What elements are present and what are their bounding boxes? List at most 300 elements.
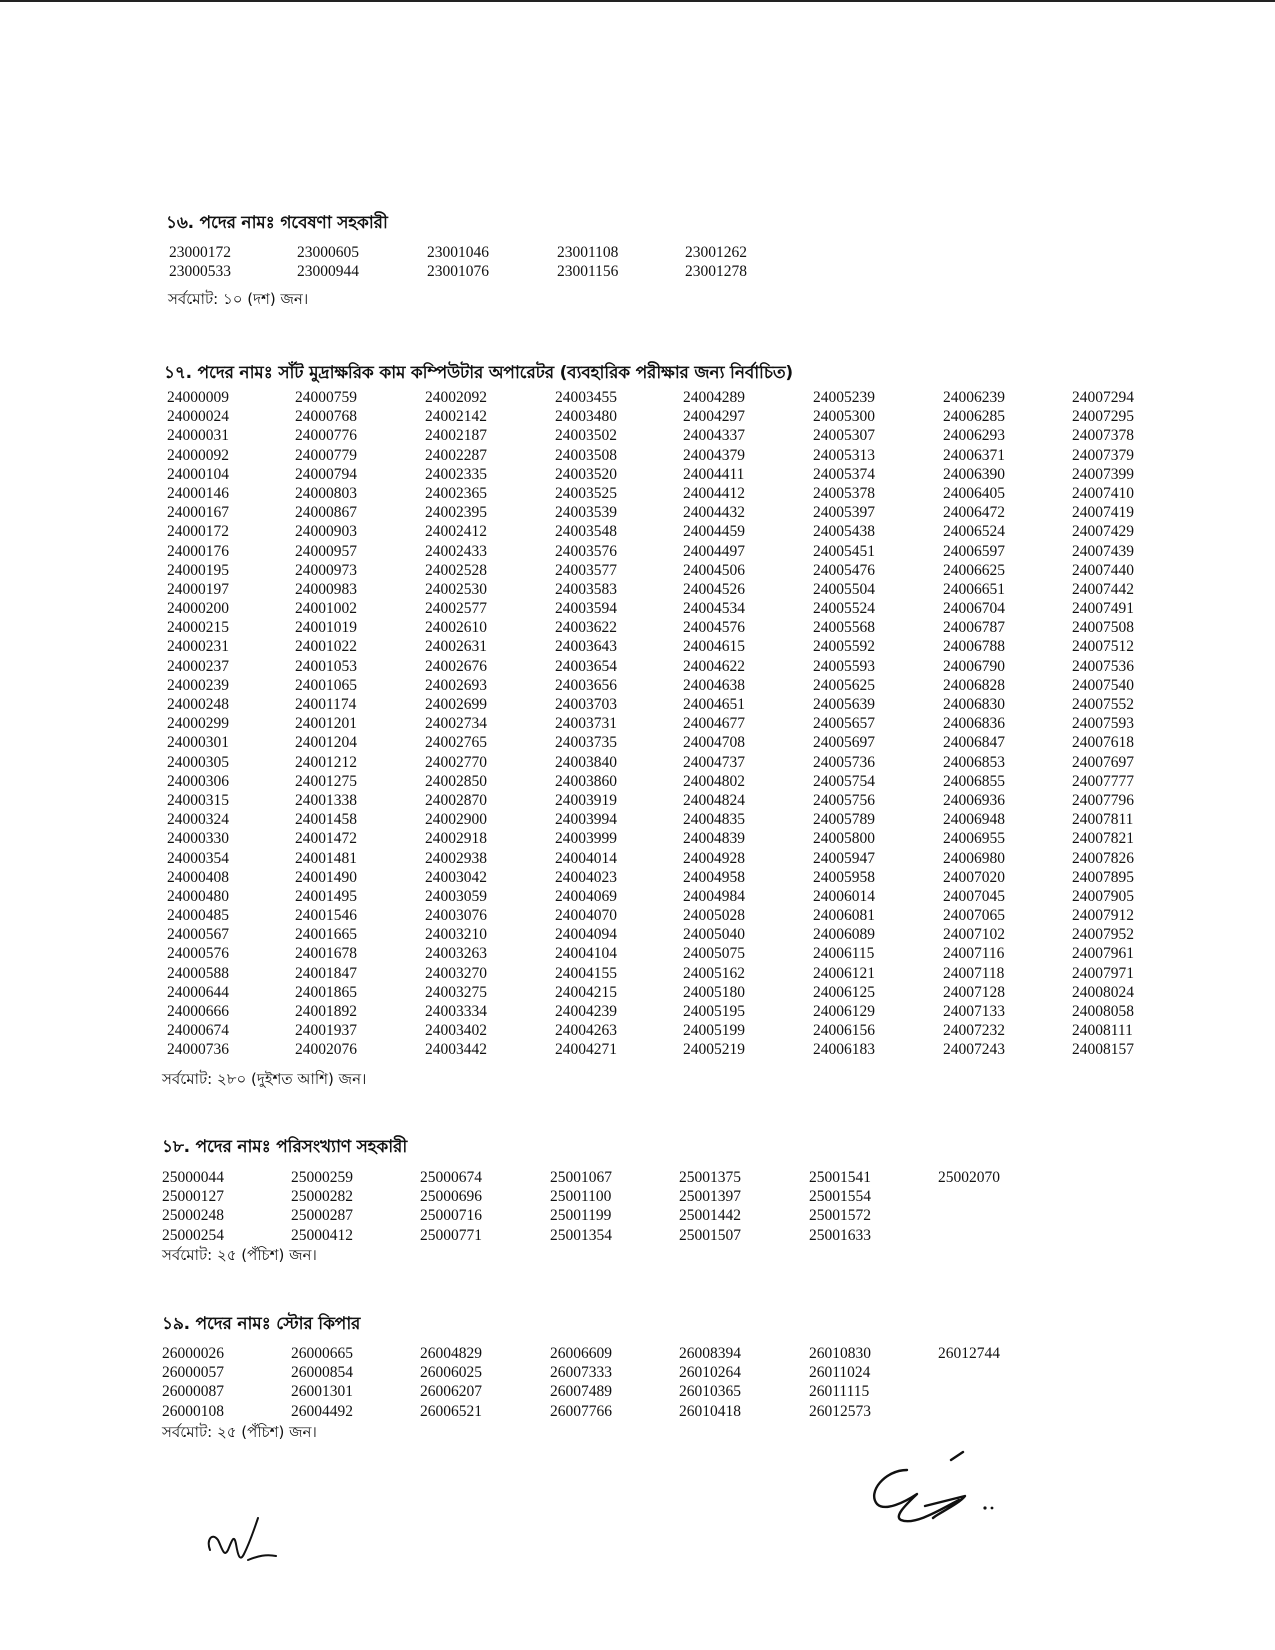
roll-number: 24007378 xyxy=(1072,427,1134,445)
roll-number: 26000665 xyxy=(291,1345,353,1362)
roll-number: 24000354 xyxy=(167,849,229,867)
roll-number: 24002287 xyxy=(425,446,487,464)
roll-number: 24003594 xyxy=(555,600,617,618)
roll-number: 24006948 xyxy=(943,811,1005,829)
roll-number: 24007512 xyxy=(1072,638,1134,656)
roll-number: 24004069 xyxy=(555,887,617,905)
roll-number: 24005736 xyxy=(813,753,875,771)
roll-number: 24004014 xyxy=(555,849,617,867)
roll-number: 24002577 xyxy=(425,600,487,618)
roll-number: 24005075 xyxy=(683,945,745,963)
roll-number: 24005524 xyxy=(813,600,875,618)
roll-number: 24004094 xyxy=(555,926,617,944)
roll-number: 24003703 xyxy=(555,696,617,713)
roll-number: 24004215 xyxy=(555,983,617,1001)
roll-number: 24008058 xyxy=(1072,1003,1134,1020)
roll-number: 24007971 xyxy=(1072,964,1134,982)
roll-number: 24001892 xyxy=(295,1003,357,1020)
roll-number: 24007777 xyxy=(1072,772,1134,790)
roll-number: 24004835 xyxy=(683,811,745,829)
roll-number: 24002676 xyxy=(425,657,487,675)
roll-number: 24006836 xyxy=(943,715,1005,733)
roll-number: 24004526 xyxy=(683,580,745,598)
roll-number: 24006183 xyxy=(813,1041,875,1059)
roll-number: 24003643 xyxy=(555,638,617,656)
roll-number: 26006521 xyxy=(420,1402,482,1420)
scan-top-edge xyxy=(0,0,1275,2)
roll-column xyxy=(550,1344,612,1421)
roll-number: 24003735 xyxy=(555,734,617,752)
roll-number: 24005451 xyxy=(813,542,875,560)
roll-number: 24006787 xyxy=(943,619,1005,637)
roll-column xyxy=(1072,388,1134,1060)
roll-number: 24001065 xyxy=(295,676,357,694)
roll-number: 24002142 xyxy=(425,408,487,426)
roll-number: 24000576 xyxy=(167,945,229,963)
roll-number: 24005239 xyxy=(813,389,875,406)
roll-number: 24007961 xyxy=(1072,945,1134,963)
roll-number: 24000903 xyxy=(295,523,357,541)
roll-column xyxy=(427,243,489,281)
roll-number: 24007133 xyxy=(943,1003,1005,1020)
roll-number: 24004239 xyxy=(555,1003,617,1020)
roll-number: 24005592 xyxy=(813,638,875,656)
roll-number: 24007419 xyxy=(1072,504,1134,522)
roll-number: 24007540 xyxy=(1072,676,1134,694)
roll-number: 26004829 xyxy=(420,1345,482,1362)
roll-column xyxy=(555,388,617,1060)
roll-number: 24006980 xyxy=(943,849,1005,867)
signature-initials-left xyxy=(200,1510,290,1570)
roll-number: 25000287 xyxy=(291,1207,353,1225)
roll-number: 24002699 xyxy=(425,696,487,713)
roll-number: 24000092 xyxy=(167,446,229,464)
roll-number: 24006115 xyxy=(813,945,875,963)
roll-number: 24007796 xyxy=(1072,791,1134,809)
roll-number: 24001053 xyxy=(295,657,357,675)
roll-number: 26011024 xyxy=(809,1364,871,1382)
roll-column xyxy=(809,1344,871,1421)
section-total: সর্বমোট: ২৫ (পঁচিশ) জন। xyxy=(162,1246,317,1264)
roll-number: 24000674 xyxy=(167,1022,229,1040)
roll-number: 24002365 xyxy=(425,484,487,502)
roll-number: 24000024 xyxy=(167,408,229,426)
roll-number: 24007442 xyxy=(1072,580,1134,598)
roll-number: 24000104 xyxy=(167,465,229,483)
roll-number: 24004958 xyxy=(683,868,745,886)
roll-number: 24007399 xyxy=(1072,465,1134,483)
roll-number: 24000009 xyxy=(167,389,229,406)
roll-number: 25000674 xyxy=(420,1169,482,1186)
roll-number: 24000736 xyxy=(167,1041,229,1059)
roll-number: 24001847 xyxy=(295,964,357,982)
roll-column xyxy=(162,1168,224,1245)
roll-number: 24000200 xyxy=(167,600,229,618)
roll-number: 24002693 xyxy=(425,676,487,694)
roll-number: 23000944 xyxy=(297,263,359,281)
roll-number: 24001472 xyxy=(295,830,357,848)
roll-number: 24006524 xyxy=(943,523,1005,541)
roll-number: 24006704 xyxy=(943,600,1005,618)
roll-column xyxy=(557,243,618,281)
roll-number: 24007508 xyxy=(1072,619,1134,637)
roll-number: 24004271 xyxy=(555,1041,617,1059)
roll-number: 24005397 xyxy=(813,504,875,522)
roll-column xyxy=(291,1168,353,1245)
roll-column xyxy=(420,1168,482,1245)
roll-number: 24002335 xyxy=(425,465,487,483)
roll-number: 25000696 xyxy=(420,1188,482,1206)
roll-number: 24006293 xyxy=(943,427,1005,445)
roll-number: 24005378 xyxy=(813,484,875,502)
roll-number: 24007118 xyxy=(943,964,1005,982)
roll-number: 24007294 xyxy=(1072,389,1134,406)
roll-number: 24001201 xyxy=(295,715,357,733)
roll-number: 24002850 xyxy=(425,772,487,790)
roll-number: 24003548 xyxy=(555,523,617,541)
roll-number: 26004492 xyxy=(291,1402,353,1420)
roll-number: 25000282 xyxy=(291,1188,353,1206)
roll-number: 23000172 xyxy=(169,244,231,261)
roll-number: 24003577 xyxy=(555,561,617,579)
section-total: সর্বমোট: ২৫ (পঁচিশ) জন। xyxy=(162,1423,317,1441)
roll-number: 24007952 xyxy=(1072,926,1134,944)
roll-number: 24005180 xyxy=(683,983,745,1001)
roll-number: 24004412 xyxy=(683,484,745,502)
roll-number: 23001076 xyxy=(427,263,489,281)
roll-number: 24001458 xyxy=(295,811,357,829)
roll-number: 26006609 xyxy=(550,1345,612,1362)
roll-number: 24000794 xyxy=(295,465,357,483)
roll-number: 24006855 xyxy=(943,772,1005,790)
roll-number: 25001375 xyxy=(679,1169,741,1186)
roll-number: 24000215 xyxy=(167,619,229,637)
roll-number: 24000768 xyxy=(295,408,357,426)
roll-number: 24000644 xyxy=(167,983,229,1001)
roll-number: 24004337 xyxy=(683,427,745,445)
roll-number: 24000237 xyxy=(167,657,229,675)
roll-number: 24004622 xyxy=(683,657,745,675)
roll-number: 24005756 xyxy=(813,791,875,809)
roll-column xyxy=(169,243,231,281)
roll-number: 24001865 xyxy=(295,983,357,1001)
roll-number: 26000057 xyxy=(162,1364,224,1382)
roll-number: 24004497 xyxy=(683,542,745,560)
roll-number: 24003520 xyxy=(555,465,617,483)
roll-number: 24001212 xyxy=(295,753,357,771)
roll-number: 24007020 xyxy=(943,868,1005,886)
roll-number: 24002076 xyxy=(295,1041,357,1059)
roll-column xyxy=(291,1344,353,1421)
roll-number: 24005300 xyxy=(813,408,875,426)
roll-number: 24002395 xyxy=(425,504,487,522)
roll-number: 24002765 xyxy=(425,734,487,752)
roll-number: 26011115 xyxy=(809,1383,870,1401)
roll-number: 24003480 xyxy=(555,408,617,426)
roll-number: 24001481 xyxy=(295,849,357,867)
roll-number: 24005947 xyxy=(813,849,875,867)
roll-number: 24003334 xyxy=(425,1003,487,1020)
roll-number: 24006597 xyxy=(943,542,1005,560)
roll-number: 24007440 xyxy=(1072,561,1134,579)
roll-number: 24001495 xyxy=(295,887,357,905)
roll-number: 23001156 xyxy=(557,263,619,281)
roll-number: 24007102 xyxy=(943,926,1005,944)
roll-number: 26006025 xyxy=(420,1364,482,1382)
roll-number: 24003576 xyxy=(555,542,617,560)
roll-number: 24004506 xyxy=(683,561,745,579)
roll-number: 24004839 xyxy=(683,830,745,848)
roll-number: 24003583 xyxy=(555,580,617,598)
roll-number: 24006390 xyxy=(943,465,1005,483)
roll-number: 25000771 xyxy=(420,1226,482,1244)
roll-number: 24005639 xyxy=(813,696,875,713)
roll-number: 24003860 xyxy=(555,772,617,790)
roll-number: 24002530 xyxy=(425,580,487,598)
roll-number: 24005438 xyxy=(813,523,875,541)
roll-column xyxy=(420,1344,482,1421)
roll-column xyxy=(938,1168,1000,1187)
roll-number: 24002631 xyxy=(425,638,487,656)
roll-number: 24000567 xyxy=(167,926,229,944)
roll-number: 24005374 xyxy=(813,465,875,483)
roll-number: 24003539 xyxy=(555,504,617,522)
roll-number: 24001937 xyxy=(295,1022,357,1040)
roll-number: 24000485 xyxy=(167,907,229,925)
section-total: সর্বমোট: ১০ (দশ) জন। xyxy=(168,290,309,308)
roll-number: 24000408 xyxy=(167,868,229,886)
roll-number: 25001633 xyxy=(809,1226,871,1244)
roll-number: 26008394 xyxy=(679,1345,741,1362)
roll-number: 24004615 xyxy=(683,638,745,656)
roll-number: 24000305 xyxy=(167,753,229,771)
roll-number: 24007811 xyxy=(1072,811,1134,829)
roll-number: 24007116 xyxy=(943,945,1005,963)
roll-number: 24005040 xyxy=(683,926,745,944)
roll-number: 24003502 xyxy=(555,427,617,445)
roll-number: 24007128 xyxy=(943,983,1005,1001)
roll-number: 24001678 xyxy=(295,945,357,963)
roll-number: 24003270 xyxy=(425,964,487,982)
roll-number: 24006239 xyxy=(943,389,1005,406)
roll-number: 24005625 xyxy=(813,676,875,694)
roll-number: 24007697 xyxy=(1072,753,1134,771)
roll-number: 24001002 xyxy=(295,600,357,618)
roll-number: 26006207 xyxy=(420,1383,482,1401)
roll-number: 24000776 xyxy=(295,427,357,445)
roll-number: 24005476 xyxy=(813,561,875,579)
roll-number: 26010830 xyxy=(809,1345,871,1362)
roll-number: 24004070 xyxy=(555,907,617,925)
roll-number: 24007065 xyxy=(943,907,1005,925)
roll-number: 26010264 xyxy=(679,1364,741,1382)
roll-number: 24007593 xyxy=(1072,715,1134,733)
roll-number: 25000248 xyxy=(162,1207,224,1225)
roll-number: 24006651 xyxy=(943,580,1005,598)
roll-number: 24001665 xyxy=(295,926,357,944)
roll-number: 23001046 xyxy=(427,244,489,261)
roll-number: 24000803 xyxy=(295,484,357,502)
roll-number: 24005307 xyxy=(813,427,875,445)
signature-right xyxy=(855,1440,1015,1530)
roll-number: 24004802 xyxy=(683,772,745,790)
roll-number: 24007429 xyxy=(1072,523,1134,541)
roll-number: 24006936 xyxy=(943,791,1005,809)
roll-number: 24002610 xyxy=(425,619,487,637)
roll-number: 24003275 xyxy=(425,983,487,1001)
roll-number: 24003656 xyxy=(555,676,617,694)
roll-number: 24003042 xyxy=(425,868,487,886)
roll-number: 24007618 xyxy=(1072,734,1134,752)
section-title: ১৬. পদের নামঃ গবেষণা সহকারী xyxy=(166,213,388,233)
roll-column xyxy=(679,1168,741,1245)
roll-number: 24006853 xyxy=(943,753,1005,771)
roll-number: 24000301 xyxy=(167,734,229,752)
roll-number: 24003731 xyxy=(555,715,617,733)
roll-number: 24001546 xyxy=(295,907,357,925)
roll-number: 24005195 xyxy=(683,1003,745,1020)
section-title: ১৯. পদের নামঃ স্টোর কিপার xyxy=(162,1314,361,1334)
roll-number: 24002770 xyxy=(425,753,487,771)
roll-number: 24000315 xyxy=(167,791,229,809)
roll-number: 25000412 xyxy=(291,1226,353,1244)
roll-number: 24004263 xyxy=(555,1022,617,1040)
roll-number: 24007821 xyxy=(1072,830,1134,848)
roll-number: 26010365 xyxy=(679,1383,741,1401)
roll-column xyxy=(809,1168,871,1245)
roll-number: 24000176 xyxy=(167,542,229,560)
roll-column xyxy=(297,243,359,281)
roll-number: 24006625 xyxy=(943,561,1005,579)
roll-column xyxy=(167,388,229,1060)
roll-number: 26010418 xyxy=(679,1402,741,1420)
roll-number: 24004432 xyxy=(683,504,745,522)
roll-number: 24007826 xyxy=(1072,849,1134,867)
roll-number: 24003919 xyxy=(555,791,617,809)
roll-number: 24002734 xyxy=(425,715,487,733)
roll-number: 25000259 xyxy=(291,1169,353,1186)
roll-number: 25001442 xyxy=(679,1207,741,1225)
roll-number: 24002528 xyxy=(425,561,487,579)
roll-number: 24005593 xyxy=(813,657,875,675)
roll-number: 24005789 xyxy=(813,811,875,829)
roll-number: 26000108 xyxy=(162,1402,224,1420)
roll-number: 24004534 xyxy=(683,600,745,618)
roll-number: 24006089 xyxy=(813,926,875,944)
roll-number: 24000779 xyxy=(295,446,357,464)
roll-number: 24006129 xyxy=(813,1003,875,1020)
roll-number: 24008024 xyxy=(1072,983,1134,1001)
roll-number: 24003402 xyxy=(425,1022,487,1040)
roll-number: 24000146 xyxy=(167,484,229,502)
roll-number: 24006156 xyxy=(813,1022,875,1040)
roll-number: 24001019 xyxy=(295,619,357,637)
roll-number: 25000127 xyxy=(162,1188,224,1206)
roll-number: 24004708 xyxy=(683,734,745,752)
roll-number: 24003455 xyxy=(555,389,617,406)
roll-number: 24000973 xyxy=(295,561,357,579)
roll-number: 24006955 xyxy=(943,830,1005,848)
roll-number: 24002918 xyxy=(425,830,487,848)
roll-number: 24004411 xyxy=(683,465,745,483)
roll-number: 25001354 xyxy=(550,1226,612,1244)
roll-number: 24004155 xyxy=(555,964,617,982)
roll-number: 26007489 xyxy=(550,1383,612,1401)
roll-number: 24004459 xyxy=(683,523,745,541)
roll-number: 24003840 xyxy=(555,753,617,771)
roll-number: 24008111 xyxy=(1072,1022,1133,1040)
roll-number: 24006847 xyxy=(943,734,1005,752)
section-title: ১৮. পদের নামঃ পরিসংখ্যাণ সহকারী xyxy=(162,1137,408,1157)
roll-number: 24000197 xyxy=(167,580,229,598)
roll-number: 24004824 xyxy=(683,791,745,809)
roll-column xyxy=(295,388,357,1060)
roll-number: 24007243 xyxy=(943,1041,1005,1059)
section-total: সর্বমোট: ২৮০ (দুইশত আশি) জন। xyxy=(162,1070,367,1088)
roll-number: 24000588 xyxy=(167,964,229,982)
roll-number: 24003508 xyxy=(555,446,617,464)
roll-number: 24007552 xyxy=(1072,696,1134,713)
roll-number: 24001490 xyxy=(295,868,357,886)
roll-number: 24000306 xyxy=(167,772,229,790)
roll-number: 26000087 xyxy=(162,1383,224,1401)
roll-number: 24004379 xyxy=(683,446,745,464)
roll-number: 26007766 xyxy=(550,1402,612,1420)
roll-number: 24004677 xyxy=(683,715,745,733)
section-title: ১৭. পদের নামঃ সাঁট মুদ্রাক্ষরিক কাম কম্পিউটার অপারেটর (ব্যবহারিক পরীক্ষার জন্য নির্বাচিত) xyxy=(164,363,793,383)
roll-number: 24006125 xyxy=(813,983,875,1001)
roll-number: 24004576 xyxy=(683,619,745,637)
roll-number: 24006828 xyxy=(943,676,1005,694)
roll-number: 25001100 xyxy=(550,1188,612,1206)
roll-number: 24001174 xyxy=(295,696,357,713)
roll-number: 25001572 xyxy=(809,1207,871,1225)
roll-number: 24007905 xyxy=(1072,887,1134,905)
roll-number: 24005199 xyxy=(683,1022,745,1040)
roll-number: 24000480 xyxy=(167,887,229,905)
roll-number: 24002187 xyxy=(425,427,487,445)
roll-number: 24001338 xyxy=(295,791,357,809)
roll-number: 24005657 xyxy=(813,715,875,733)
roll-column xyxy=(938,1344,1000,1363)
roll-number: 24004023 xyxy=(555,868,617,886)
roll-number: 24006830 xyxy=(943,696,1005,713)
roll-number: 26000854 xyxy=(291,1364,353,1382)
roll-number: 24001022 xyxy=(295,638,357,656)
roll-number: 24000867 xyxy=(295,504,357,522)
roll-number: 24007536 xyxy=(1072,657,1134,675)
roll-number: 24006405 xyxy=(943,484,1005,502)
roll-number: 24003525 xyxy=(555,484,617,502)
roll-number: 24000172 xyxy=(167,523,229,541)
roll-number: 24000759 xyxy=(295,389,357,406)
roll-number: 26012744 xyxy=(938,1345,1000,1362)
roll-number: 24005504 xyxy=(813,580,875,598)
roll-number: 25001067 xyxy=(550,1169,612,1186)
roll-number: 25000044 xyxy=(162,1169,224,1186)
roll-number: 24002412 xyxy=(425,523,487,541)
roll-number: 23001278 xyxy=(685,263,747,281)
roll-number: 23001262 xyxy=(685,244,747,261)
roll-number: 25000254 xyxy=(162,1226,224,1244)
roll-number: 26007333 xyxy=(550,1364,612,1382)
roll-number: 24006790 xyxy=(943,657,1005,675)
roll-number: 24007912 xyxy=(1072,907,1134,925)
roll-number: 24005754 xyxy=(813,772,875,790)
roll-number: 24005313 xyxy=(813,446,875,464)
roll-number: 24007410 xyxy=(1072,484,1134,502)
roll-number: 24000957 xyxy=(295,542,357,560)
